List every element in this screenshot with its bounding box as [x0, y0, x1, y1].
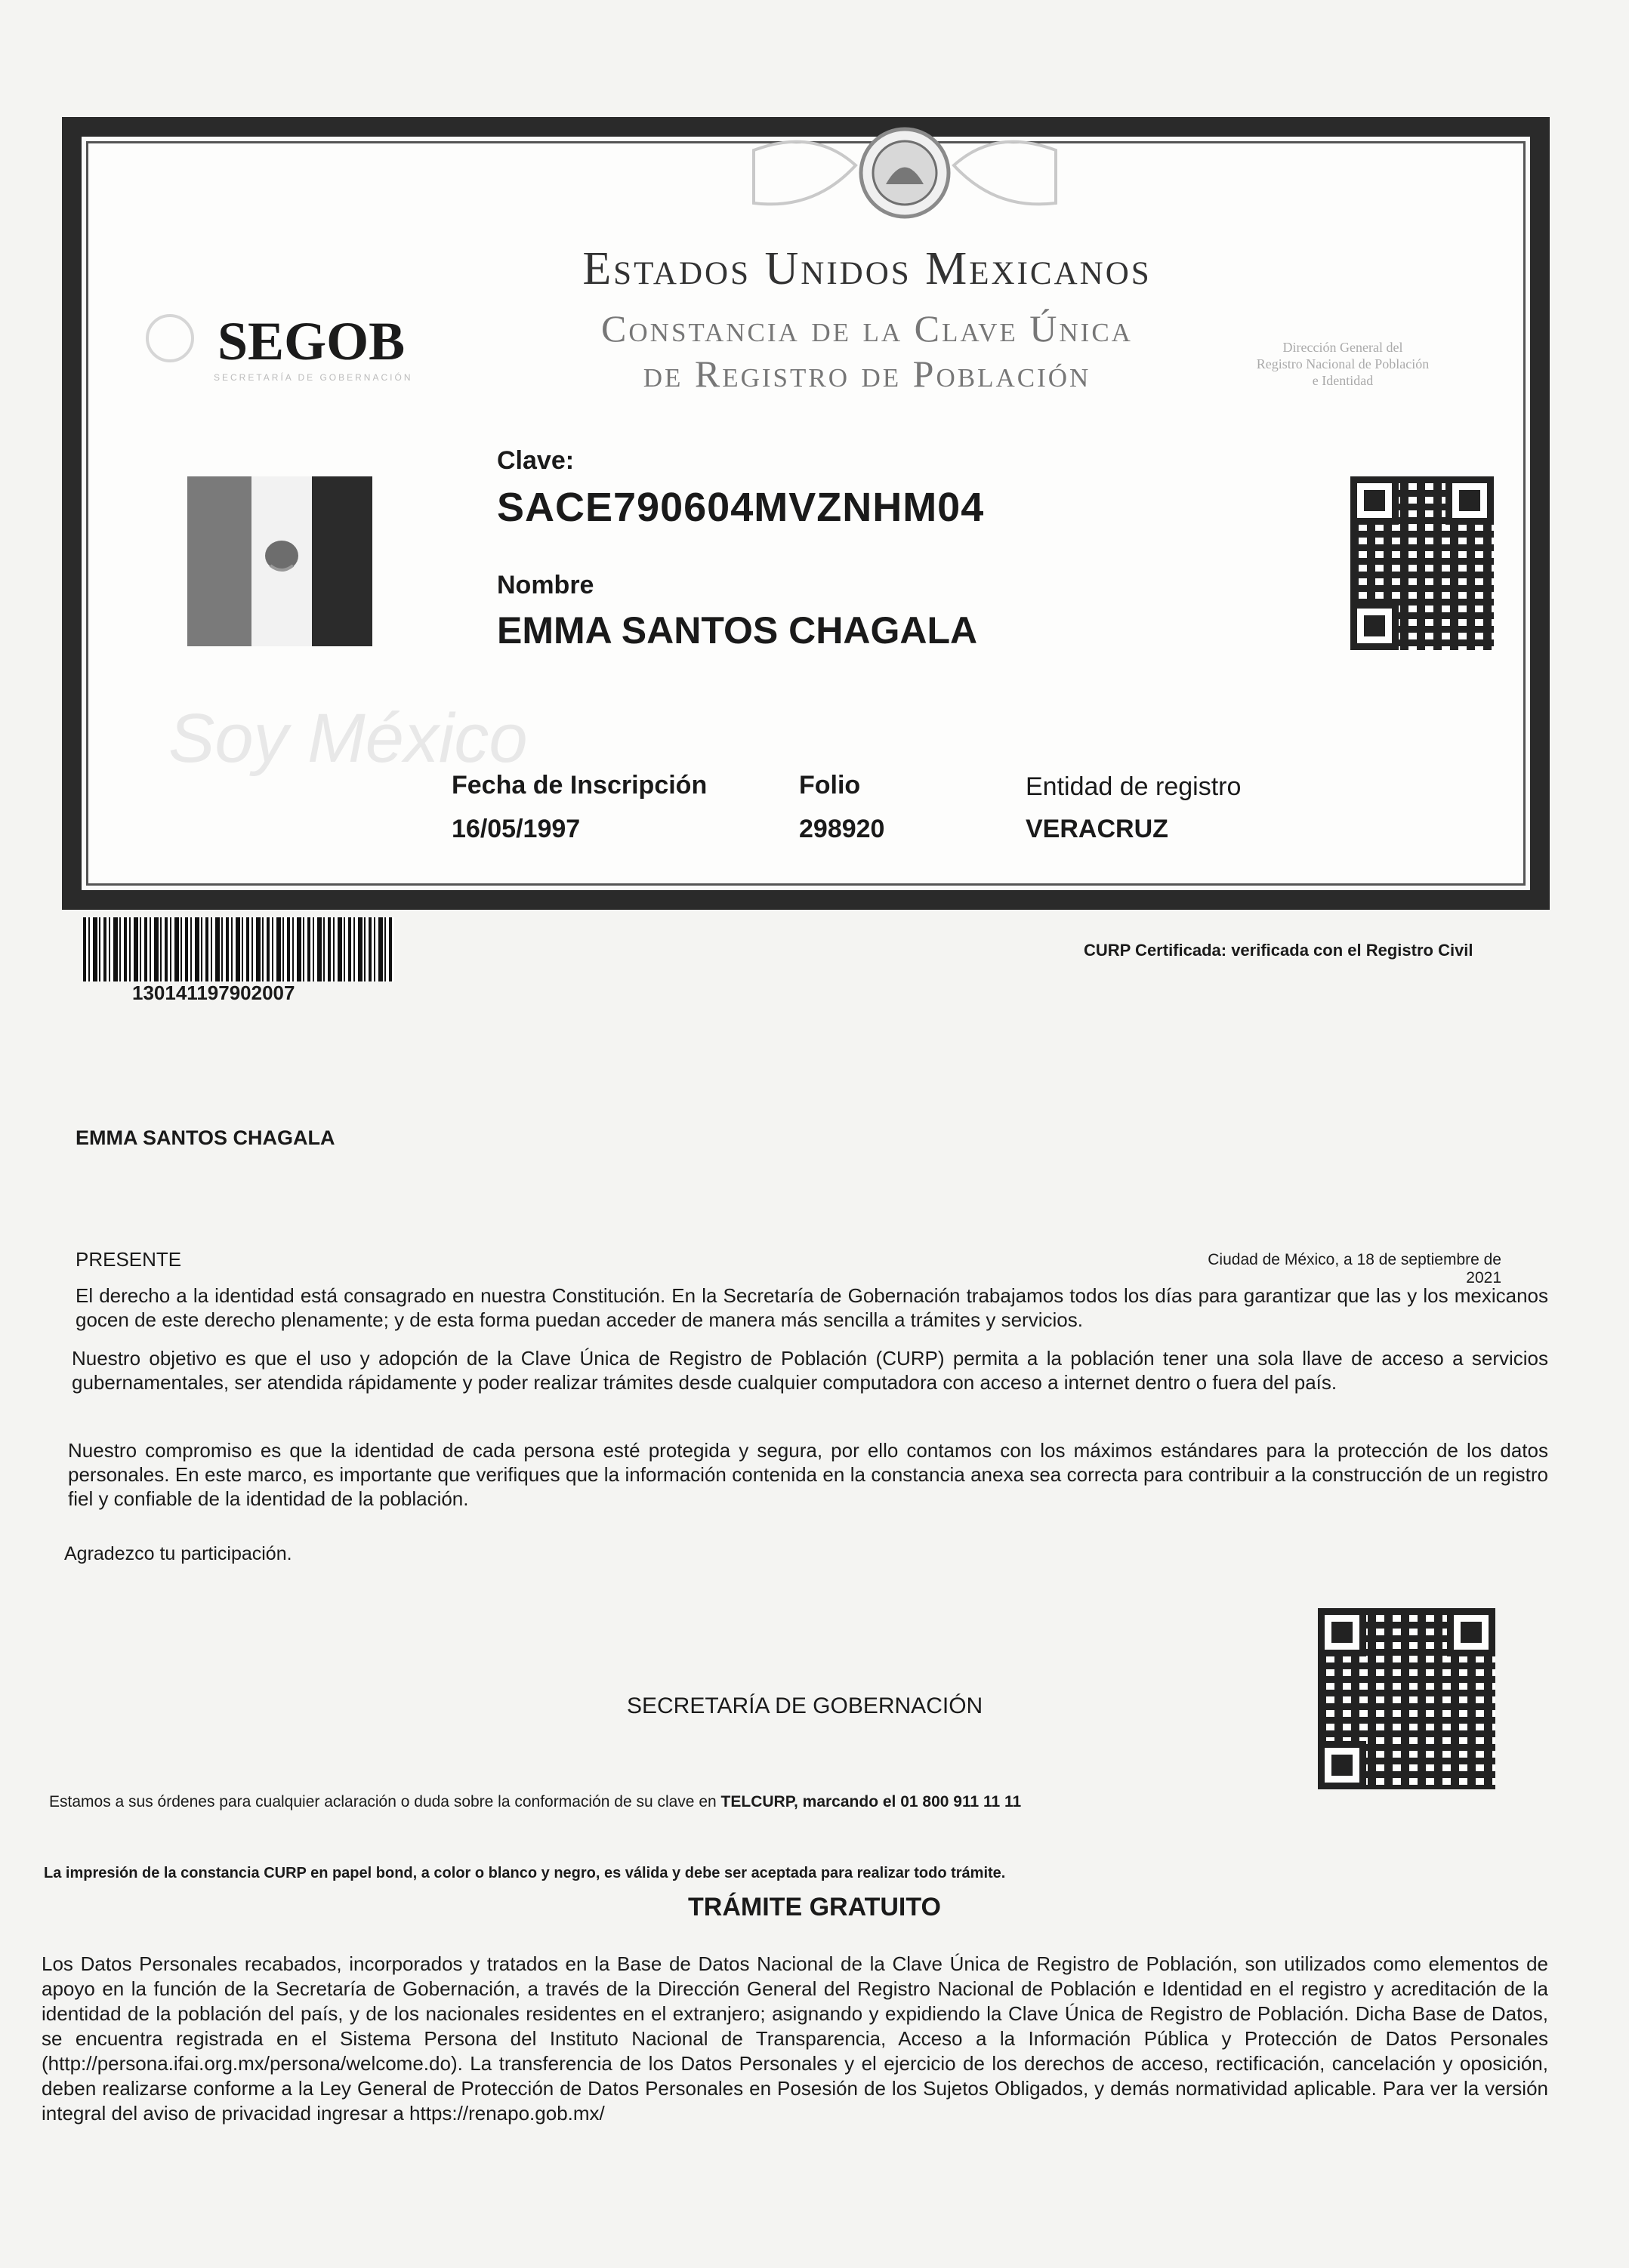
nombre-label: Nombre — [497, 571, 594, 599]
fecha-inscripcion-label: Fecha de Inscripción — [452, 771, 708, 800]
paragraph-1: El derecho a la identidad está consagrado en nuestra Constitución. En la Secretaría de Gobernación trabajamos todos los días para garantizar que las y los mexicanos gocen de este derecho plenamente; y de esta forma puedan acceder de manera más sencilla a trámites y servicios. — [76, 1284, 1548, 1331]
clave-value: SACE790604MVZNHM04 — [497, 485, 985, 530]
flag-emblem-icon — [251, 476, 312, 646]
barcode — [83, 917, 394, 981]
country-title: Estados Unidos Mexicanos — [582, 243, 1152, 294]
letter-qr-code — [1318, 1608, 1495, 1789]
document-title-line1: Constancia de la Clave Única — [601, 307, 1133, 350]
seal-text-line3: e Identidad — [1312, 373, 1374, 388]
seal-text-line1: Dirección General del — [1282, 340, 1403, 355]
thanks-line: Agradezco tu participación. — [64, 1543, 292, 1564]
segob-logo-subtext: SECRETARÍA DE GOBERNACIÓN — [214, 372, 413, 383]
flag-right-stripe — [312, 476, 372, 646]
contact-line — [49, 1793, 1021, 1811]
folio-value: 298920 — [799, 815, 885, 843]
signature-secretaria: SECRETARÍA DE GOBERNACIÓN — [627, 1693, 983, 1718]
coat-of-arms-emblem — [723, 120, 1086, 233]
recipient-name: EMMA SANTOS CHAGALA — [76, 1126, 335, 1149]
certificate-qr-code — [1350, 476, 1494, 650]
curp-certified-note: CURP Certificada: verificada con el Registro Civil — [1084, 941, 1473, 960]
tramite-gratuito: TRÁMITE GRATUITO — [688, 1893, 941, 1921]
contact-prefix: Estamos a sus órdenes para cualquier aclaración o duda sobre la conformación de su clave en — [49, 1793, 721, 1810]
certificate-frame — [62, 117, 1550, 910]
seal-text-line2: Registro Nacional de Población — [1256, 356, 1430, 371]
paragraph-2: Nuestro objetivo es que el uso y adopción de la Clave Única de Registro de Población (CURP) permita a la población tener una sola llave de acceso a servicios gubernamentales, ser atendida rápidamente y poder realizar trámites desde cualquier computadora con acceso a internet dentro o fuera del país. — [72, 1347, 1548, 1394]
presente-label: PRESENTE — [76, 1248, 182, 1271]
contact-telcurp: TELCURP, marcando el 01 800 911 11 11 — [720, 1793, 1022, 1810]
folio-label: Folio — [799, 771, 861, 800]
flag-center-stripe — [251, 476, 312, 646]
validity-notice: La impresión de la constancia CURP en papel bond, a color o blanco y negro, es válida y debe ser aceptada para realizar todo trámite. — [44, 1865, 1006, 1881]
soy-mexico-watermark: Soy México — [168, 700, 528, 777]
privacy-notice: Los Datos Personales recabados, incorporados y tratados en la Base de Datos Nacional de la Clave Única de Registro de Población, son utilizados como elementos de apoyo en la función de la Secretaría de Gobernación, a través de la Dirección General del Registro Nacional de Población e Identidad en el registro y acreditación de la identidad de la población del país, y de los nacionales residentes en el extranjero; asignando y expidiendo la Clave Única de Registro de Población. Dicha Base de Datos, se encuentra registrada en el Sistema Persona del Instituto Nacional de Transparencia, Acceso a la Información Pública y Protección de Datos Personales (http://persona.ifai.org.mx/persona/welcome.do). La transferencia de los Datos Personales y el ejercicio de los derechos de acceso, rectificación, cancelación y oposición, deben realizarse conforme a la Ley General de Protección de Datos Personales en Posesión de los Sujetos Obligados, y demás normatividad aplicable. Para ver la versión integral del aviso de privacidad ingresar a https://renapo.gob.mx/ — [42, 1952, 1548, 2125]
entidad-registro-value: VERACRUZ — [1026, 815, 1168, 843]
barcode-number: 130141197902007 — [132, 981, 295, 1004]
registry-seal — [1184, 339, 1501, 389]
date-place: Ciudad de México, a 18 de septiembre de 2021 — [1208, 1251, 1501, 1287]
flag-left-stripe — [187, 476, 251, 646]
eagle-logo-icon — [143, 312, 196, 365]
entidad-registro-label: Entidad de registro — [1026, 772, 1242, 801]
fecha-inscripcion-value: 16/05/1997 — [452, 815, 581, 843]
segob-logo: SEGOB — [218, 311, 406, 371]
paragraph-3: Nuestro compromiso es que la identidad de cada persona esté protegida y segura, por ello contamos con los máximos estándares para la protección de los datos personales. En este marco, es importante que verifiques que la información contenida en la constancia anexa sea correcta para contribuir a la construcción de un registro fiel y confiable de la identidad de la población. — [68, 1439, 1548, 1510]
clave-label: Clave: — [497, 446, 575, 475]
nombre-value: EMMA SANTOS CHAGALA — [497, 609, 978, 652]
document-title-line2: de Registro de Población — [643, 353, 1091, 395]
